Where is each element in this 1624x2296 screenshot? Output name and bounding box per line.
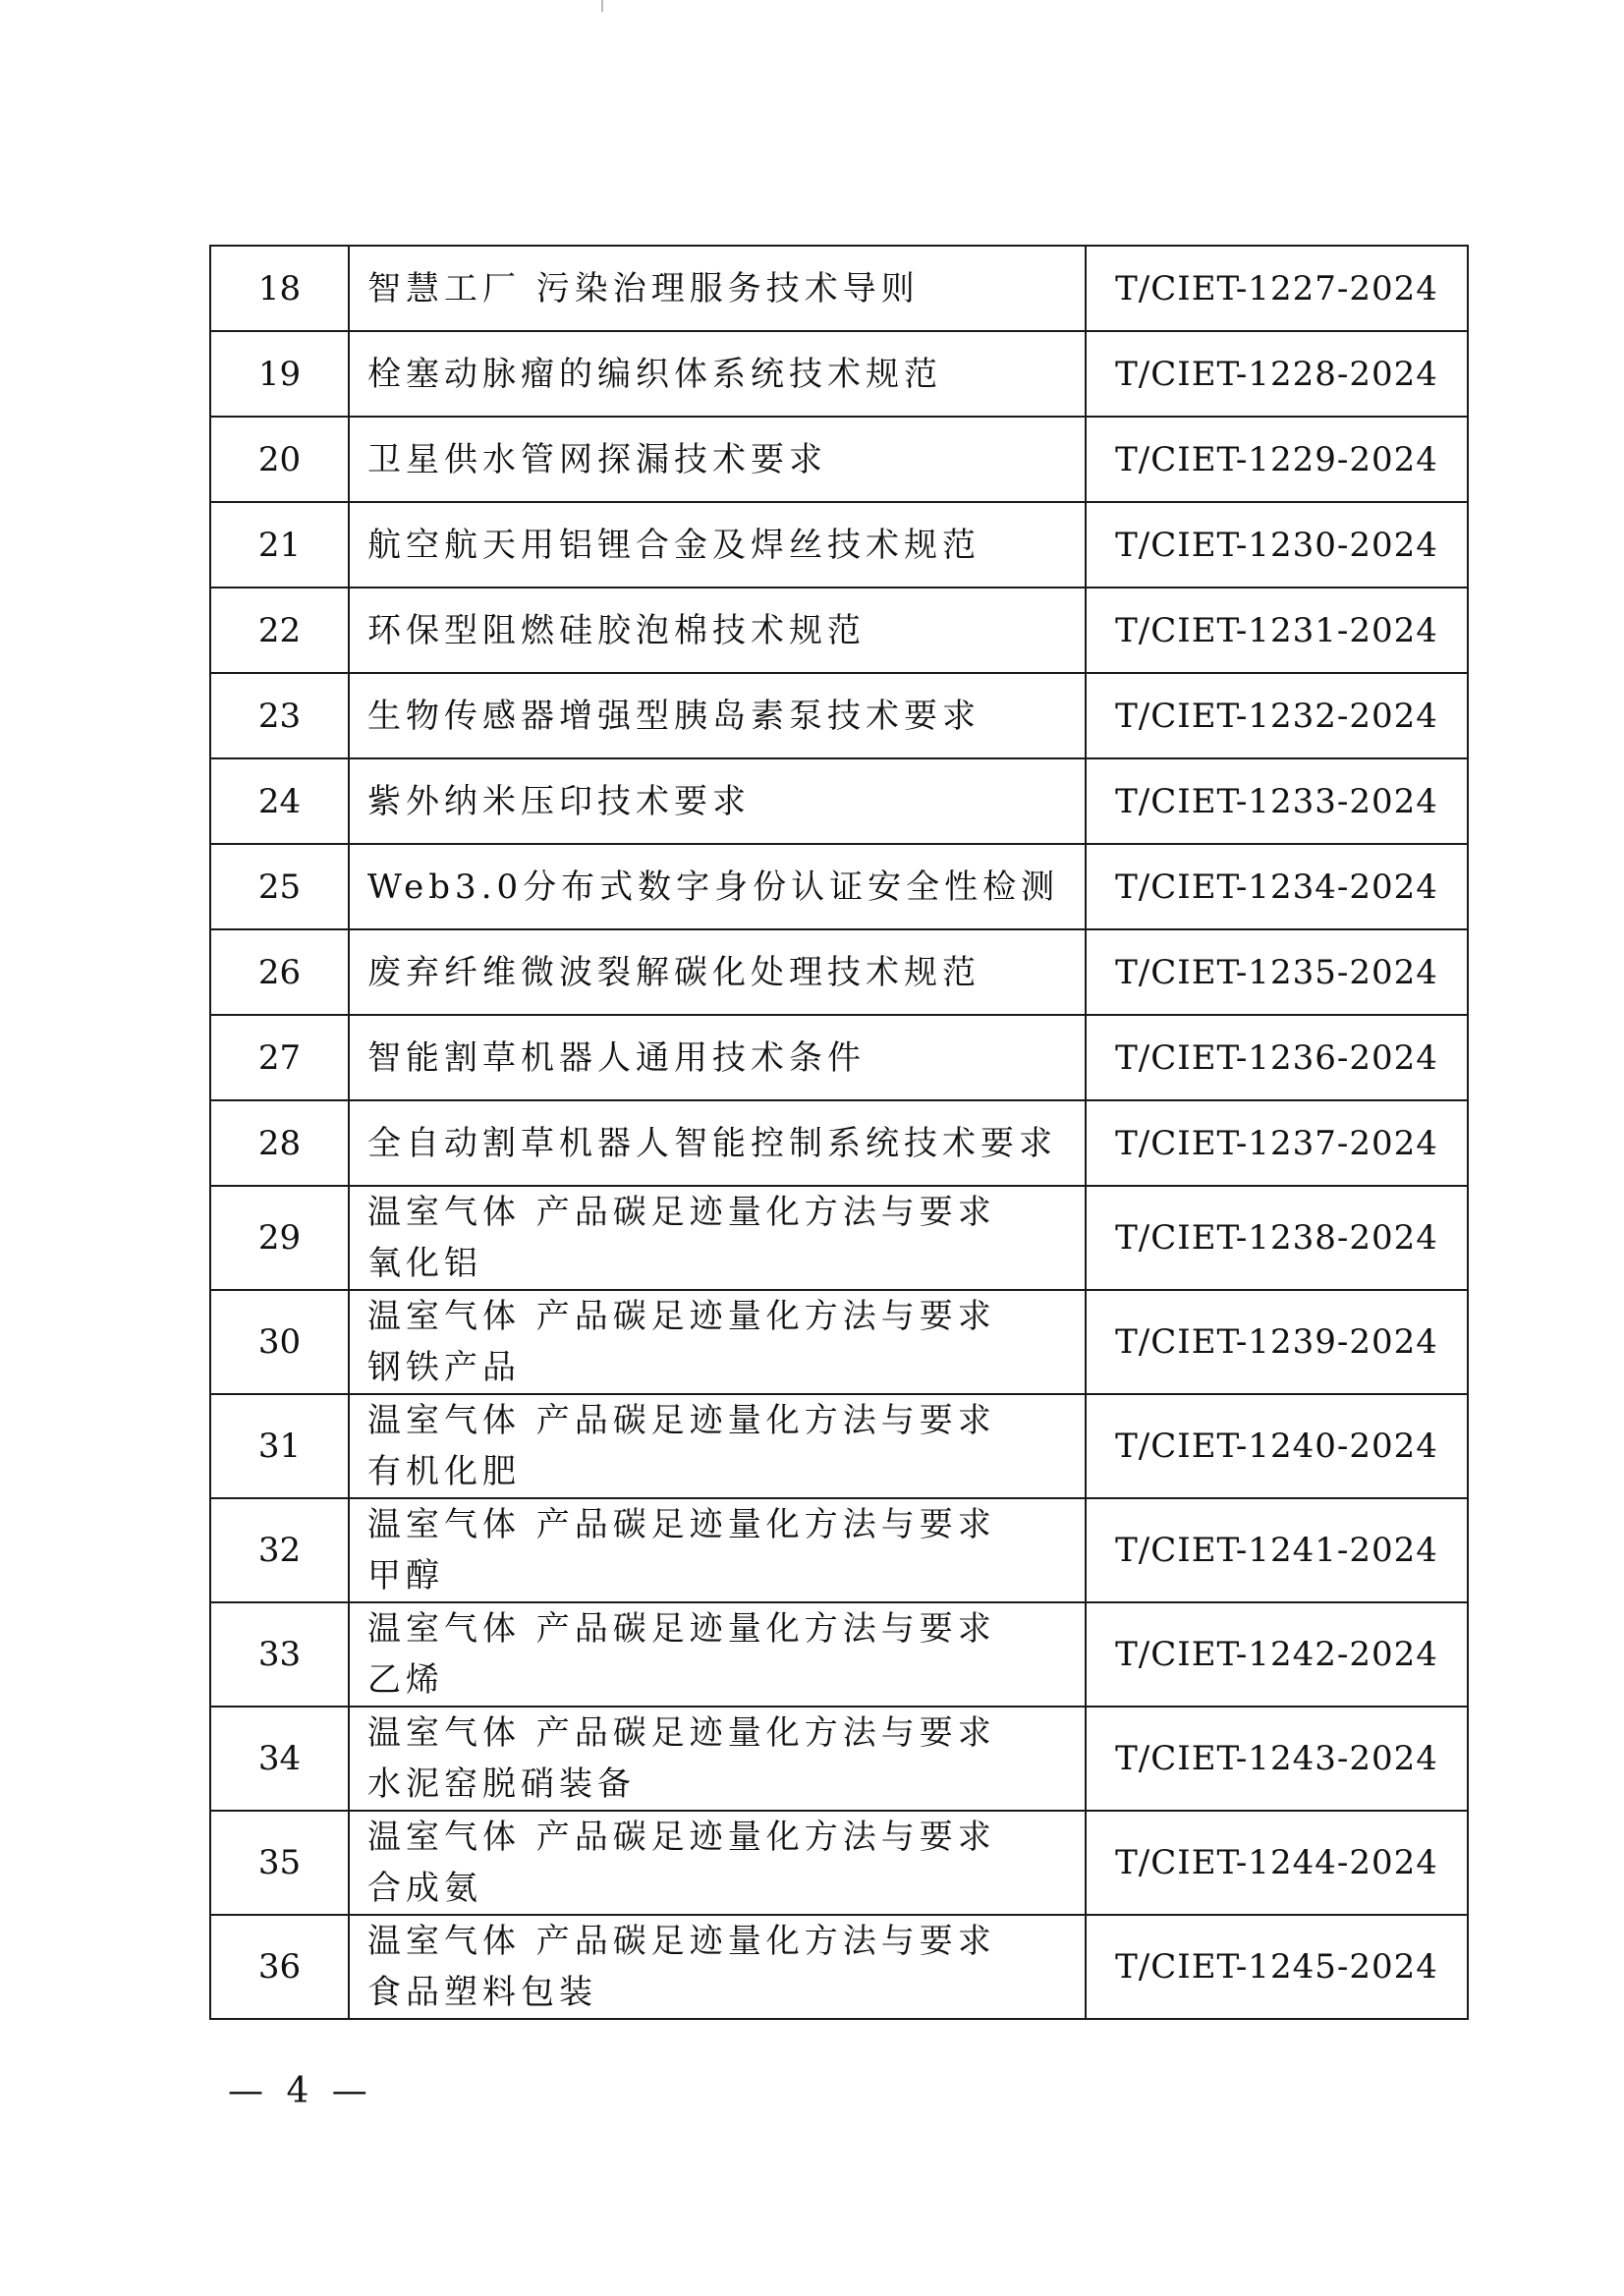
table-row bbox=[210, 331, 1468, 417]
standard-name-line: 温室气体 产品碳足迹量化方法与要求 bbox=[367, 1922, 996, 1961]
standard-name-line: 航空航天用铝锂合金及焊丝技术规范 bbox=[367, 525, 980, 565]
standards-table bbox=[209, 245, 1469, 2020]
row-number: 27 bbox=[210, 1015, 349, 1100]
table-row bbox=[210, 1186, 1468, 1290]
standard-name bbox=[349, 417, 1086, 502]
standard-name-line: Web3.0分布式数字身份认证安全性检测 bbox=[367, 867, 1060, 907]
standard-name-line: 水泥窑脱硝装备 bbox=[367, 1764, 636, 1804]
standard-name-line: 全自动割草机器人智能控制系统技术要求 bbox=[367, 1123, 1057, 1163]
row-number: 23 bbox=[210, 673, 349, 758]
row-number: 19 bbox=[210, 331, 349, 417]
table-row bbox=[210, 588, 1468, 673]
standard-name-line: 紫外纳米压印技术要求 bbox=[367, 781, 751, 821]
standard-code: T/CIET-1245-2024 bbox=[1086, 1915, 1468, 2019]
standard-name-line: 废弃纤维微波裂解碳化处理技术规范 bbox=[367, 952, 980, 992]
standard-name bbox=[349, 673, 1086, 758]
standard-code: T/CIET-1228-2024 bbox=[1086, 331, 1468, 417]
standards-table-body bbox=[210, 246, 1468, 2019]
standard-name-line: 氧化铝 bbox=[367, 1244, 482, 1283]
standard-name-line: 温室气体 产品碳足迹量化方法与要求 bbox=[367, 1713, 996, 1753]
row-number: 30 bbox=[210, 1290, 349, 1394]
standard-name bbox=[349, 1100, 1086, 1186]
table-row bbox=[210, 246, 1468, 331]
standard-name-line: 温室气体 产品碳足迹量化方法与要求 bbox=[367, 1609, 996, 1649]
row-number: 22 bbox=[210, 588, 349, 673]
scan-mark bbox=[601, 0, 603, 12]
table-row bbox=[210, 1915, 1468, 2019]
standard-name bbox=[349, 1290, 1086, 1394]
row-number: 35 bbox=[210, 1811, 349, 1915]
standard-code: T/CIET-1241-2024 bbox=[1086, 1498, 1468, 1602]
standard-name-line: 智能割草机器人通用技术条件 bbox=[367, 1037, 866, 1078]
standard-code: T/CIET-1230-2024 bbox=[1086, 502, 1468, 588]
table-row bbox=[210, 929, 1468, 1015]
table-row bbox=[210, 673, 1468, 758]
row-number: 34 bbox=[210, 1707, 349, 1811]
standard-name-line: 食品塑料包装 bbox=[367, 1973, 597, 2012]
standard-name bbox=[349, 246, 1086, 331]
table-row bbox=[210, 1811, 1468, 1915]
standard-code: T/CIET-1238-2024 bbox=[1086, 1186, 1468, 1290]
standard-name-line: 卫星供水管网探漏技术要求 bbox=[367, 439, 827, 479]
table-row bbox=[210, 1100, 1468, 1186]
standard-name-line: 甲醇 bbox=[367, 1556, 444, 1596]
row-number: 31 bbox=[210, 1394, 349, 1498]
standard-name-line: 温室气体 产品碳足迹量化方法与要求 bbox=[367, 1193, 996, 1232]
standard-code: T/CIET-1244-2024 bbox=[1086, 1811, 1468, 1915]
standard-name bbox=[349, 331, 1086, 417]
standard-name-line: 温室气体 产品碳足迹量化方法与要求 bbox=[367, 1818, 996, 1857]
standard-name-line: 乙烯 bbox=[367, 1660, 444, 1700]
table-row bbox=[210, 1394, 1468, 1498]
row-number: 36 bbox=[210, 1915, 349, 2019]
row-number: 24 bbox=[210, 758, 349, 844]
table-row bbox=[210, 1707, 1468, 1811]
standard-name bbox=[349, 1707, 1086, 1811]
standard-code: T/CIET-1233-2024 bbox=[1086, 758, 1468, 844]
standard-name-line: 温室气体 产品碳足迹量化方法与要求 bbox=[367, 1401, 996, 1440]
table-row bbox=[210, 758, 1468, 844]
standard-name bbox=[349, 1498, 1086, 1602]
table-row bbox=[210, 1498, 1468, 1602]
table-row bbox=[210, 1015, 1468, 1100]
standard-name-line: 智慧工厂 污染治理服务技术导则 bbox=[367, 268, 920, 308]
row-number: 18 bbox=[210, 246, 349, 331]
standard-code: T/CIET-1237-2024 bbox=[1086, 1100, 1468, 1186]
standard-code: T/CIET-1240-2024 bbox=[1086, 1394, 1468, 1498]
standard-name bbox=[349, 1186, 1086, 1290]
standard-name-line: 环保型阻燃硅胶泡棉技术规范 bbox=[367, 610, 866, 650]
standard-code: T/CIET-1243-2024 bbox=[1086, 1707, 1468, 1811]
standard-code: T/CIET-1236-2024 bbox=[1086, 1015, 1468, 1100]
page-number: — 4 — bbox=[228, 2071, 373, 2111]
standard-code: T/CIET-1235-2024 bbox=[1086, 929, 1468, 1015]
standard-name-line: 有机化肥 bbox=[367, 1452, 521, 1491]
row-number: 32 bbox=[210, 1498, 349, 1602]
standard-name bbox=[349, 588, 1086, 673]
standard-code: T/CIET-1242-2024 bbox=[1086, 1602, 1468, 1707]
standard-name bbox=[349, 844, 1086, 929]
standard-name bbox=[349, 1915, 1086, 2019]
standard-name bbox=[349, 1015, 1086, 1100]
row-number: 26 bbox=[210, 929, 349, 1015]
standard-name-line: 温室气体 产品碳足迹量化方法与要求 bbox=[367, 1297, 996, 1336]
standard-code: T/CIET-1239-2024 bbox=[1086, 1290, 1468, 1394]
row-number: 29 bbox=[210, 1186, 349, 1290]
standard-name bbox=[349, 502, 1086, 588]
table-row bbox=[210, 1602, 1468, 1707]
standard-code: T/CIET-1234-2024 bbox=[1086, 844, 1468, 929]
standard-code: T/CIET-1232-2024 bbox=[1086, 673, 1468, 758]
table-row bbox=[210, 502, 1468, 588]
table-row bbox=[210, 844, 1468, 929]
standard-name-line: 钢铁产品 bbox=[367, 1348, 521, 1387]
standard-name-line: 栓塞动脉瘤的编织体系统技术规范 bbox=[367, 354, 942, 394]
standard-code: T/CIET-1227-2024 bbox=[1086, 246, 1468, 331]
row-number: 33 bbox=[210, 1602, 349, 1707]
standard-name bbox=[349, 929, 1086, 1015]
row-number: 25 bbox=[210, 844, 349, 929]
standard-name bbox=[349, 758, 1086, 844]
table-row bbox=[210, 1290, 1468, 1394]
standard-name-line: 合成氨 bbox=[367, 1869, 482, 1908]
standard-name bbox=[349, 1811, 1086, 1915]
row-number: 21 bbox=[210, 502, 349, 588]
row-number: 20 bbox=[210, 417, 349, 502]
standard-code: T/CIET-1229-2024 bbox=[1086, 417, 1468, 502]
standard-name bbox=[349, 1602, 1086, 1707]
row-number: 28 bbox=[210, 1100, 349, 1186]
table-row bbox=[210, 417, 1468, 502]
standard-code: T/CIET-1231-2024 bbox=[1086, 588, 1468, 673]
standard-name-line: 温室气体 产品碳足迹量化方法与要求 bbox=[367, 1505, 996, 1544]
standard-name-line: 生物传感器增强型胰岛素泵技术要求 bbox=[367, 696, 980, 736]
standard-name bbox=[349, 1394, 1086, 1498]
